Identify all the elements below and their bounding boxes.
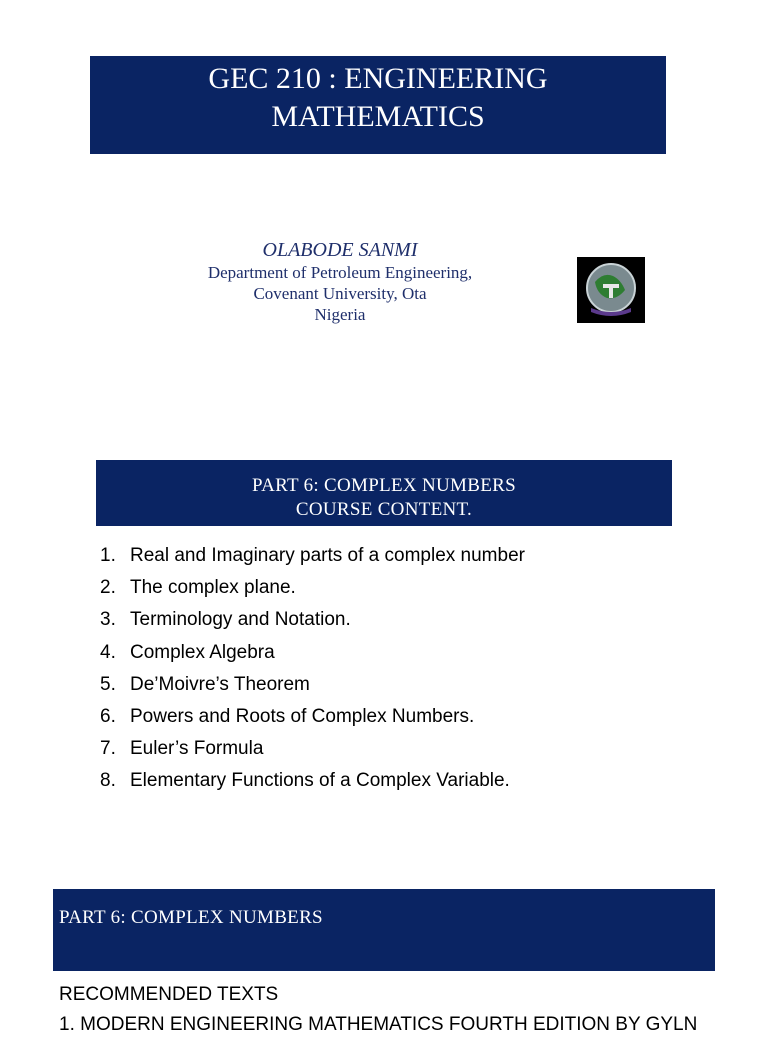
section-bar: PART 6: COMPLEX NUMBERS — [53, 889, 715, 971]
list-item — [100, 703, 525, 735]
list-item — [100, 606, 525, 638]
list-item — [100, 574, 525, 606]
part-banner-line-2: COURSE CONTENT. — [295, 499, 473, 520]
author-name: OLABODE SANMI — [262, 239, 418, 261]
list-text: Terminology and Notation. — [130, 609, 351, 631]
list-number: 2. — [100, 577, 116, 599]
list-number: 6. — [100, 705, 116, 727]
list-number: 8. — [100, 770, 116, 792]
list-text: Powers and Roots of Complex Numbers. — [130, 705, 475, 727]
author-department: Department of Petroleum Engineering, — [207, 263, 473, 282]
list-text: Euler’s Formula — [130, 738, 264, 760]
list-number: 7. — [100, 738, 116, 760]
part-content-banner — [96, 460, 672, 526]
list-item — [100, 639, 525, 671]
list-item — [100, 671, 525, 703]
university-crest-icon — [577, 257, 645, 323]
list-text: Elementary Functions of a Complex Variable. — [130, 770, 510, 792]
list-text: The complex plane. — [130, 577, 296, 599]
recommended-texts-heading: RECOMMENDED TEXTS — [59, 984, 279, 1005]
title-line-2: MATHEMATICS — [271, 100, 485, 133]
list-number: 1. — [100, 545, 116, 566]
course-content-list — [100, 542, 525, 800]
list-number: 4. — [100, 641, 116, 663]
list-item — [100, 735, 525, 767]
list-item — [100, 542, 525, 574]
author-university: Covenant University, Ota — [253, 284, 427, 303]
list-item — [100, 767, 525, 799]
title-line-1: GEC 210 : ENGINEERING — [208, 62, 548, 95]
title-banner — [90, 56, 666, 154]
list-number: 3. — [100, 609, 116, 631]
list-text: Complex Algebra — [130, 641, 275, 663]
part-banner-line-1: PART 6: COMPLEX NUMBERS — [252, 475, 516, 496]
author-country: Nigeria — [314, 305, 366, 324]
list-number: 5. — [100, 673, 116, 695]
list-text: Real and Imaginary parts of a complex number — [130, 545, 525, 566]
list-text: De’Moivre’s Theorem — [130, 673, 310, 695]
author-block — [180, 238, 500, 325]
recommended-text-item: 1. MODERN ENGINEERING MATHEMATICS FOURTH EDITION BY GYLN — [59, 1014, 698, 1035]
